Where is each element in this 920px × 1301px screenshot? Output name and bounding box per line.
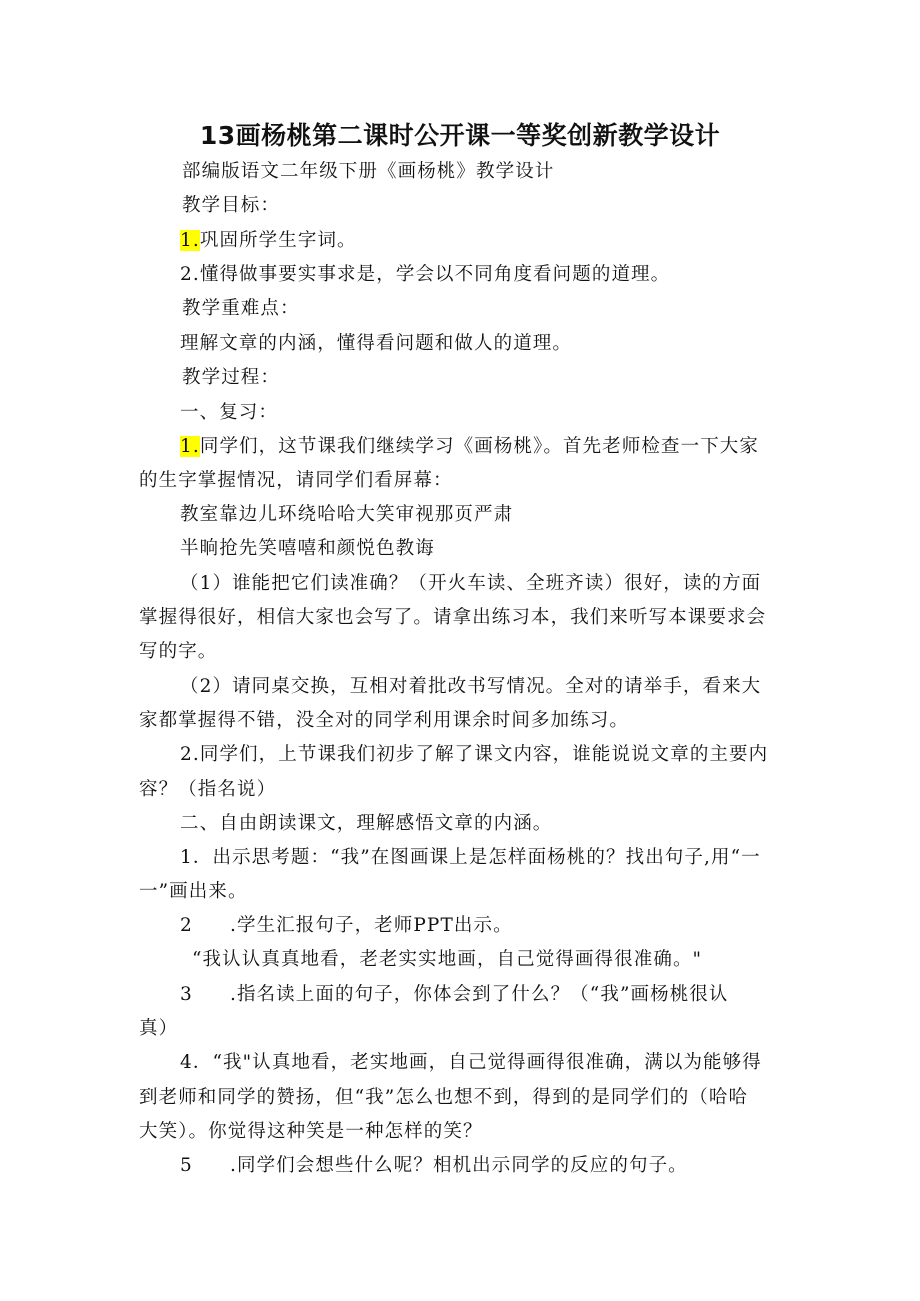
point-2-number: 2 <box>180 915 193 936</box>
step-1-line-3: 写的字。 <box>139 641 218 662</box>
point-3-text: .指名读上面的句子，你体会到了什么？（“我”画杨桃很认 <box>230 984 729 1005</box>
section-1-heading: 一、复习： <box>180 402 279 423</box>
point-4-line-3: 大笑）。你觉得这种笑是一种怎样的笑？ <box>139 1121 483 1142</box>
goal-1 <box>180 229 357 253</box>
goal-1-text: 巩固所学生字词。 <box>199 230 357 251</box>
review-1-line-1 <box>180 435 759 459</box>
goal-2: 2.懂得做事要实事求是，学会以不同角度看问题的道理。 <box>180 264 671 285</box>
point-4-line-1: 4．“我"认真地看，老实地画，自己觉得画得很准确，满以为能够得 <box>180 1052 762 1073</box>
subtitle: 部编版语文二年级下册《画杨桃》教学设计 <box>182 161 555 182</box>
review-2-line-2: 容？（指名说） <box>139 779 277 800</box>
review-1-line-2: 的生字掌握情况，请同学们看屏幕： <box>139 470 453 491</box>
point-1-line-1: 1．出示思考题：“我”在图画课上是怎样面杨桃的？找出句子,用“一 <box>180 847 761 868</box>
point-3-number: 3 <box>180 984 193 1005</box>
point-2-text: .学生汇报句子，老师PPT出示。 <box>230 915 513 936</box>
goals-heading: 教学目标： <box>182 195 281 216</box>
highlighted-number: 1. <box>180 230 200 251</box>
point-4-line-2: 到老师和同学的赞扬，但“我”怎么也想不到，得到的是同学们的（哈哈 <box>139 1087 749 1108</box>
key-text: 理解文章的内涵，懂得看问题和做人的道理。 <box>180 333 573 354</box>
step-2-line-1: （2）请同桌交换，互相对着批改书写情况。全对的请举手，看来大 <box>180 676 762 697</box>
point-5-text: .同学们会想些什么呢？相机出示同学的反应的句子。 <box>230 1155 688 1176</box>
quoted-sentence: “我认认真真地看，老老实实地画，自己觉得画得很准确。" <box>192 949 703 970</box>
process-heading: 教学过程： <box>182 367 281 388</box>
review-1-text: 同学们，这节课我们继续学习《画杨桃》。首先老师检查一下大家 <box>199 436 760 457</box>
section-2-heading: 二、自由朗读课文，理解感悟文章的内涵。 <box>180 813 553 834</box>
words-line-1: 教室靠边儿环绕哈哈大笑审视那页严肃 <box>180 504 514 525</box>
review-2-line-1: 2.同学们，上节课我们初步了解了课文内容，谁能说说文章的主要内 <box>180 744 769 765</box>
point-3-line-2: 真） <box>139 1018 179 1039</box>
point-5-number: 5 <box>180 1155 193 1176</box>
key-heading: 教学重难点： <box>182 298 300 319</box>
words-line-2: 半晌抢先笑嘻嘻和颜悦色教诲 <box>180 538 435 559</box>
step-1-line-1: （1）谁能把它们读准确？（开火车读、全班齐读）很好，读的方面 <box>180 573 762 594</box>
document-title: 13画杨桃第二课时公开课一等奖创新教学设计 <box>199 121 721 150</box>
highlighted-number: 1. <box>180 436 200 457</box>
step-1-line-2: 掌握得很好，相信大家也会写了。请拿出练习本，我们来听写本课要求会 <box>139 607 767 628</box>
point-1-line-2: 一”画出来。 <box>139 881 248 902</box>
step-2-line-2: 家都掌握得不错，没全对的同学利用课余时间多加练习。 <box>139 710 630 731</box>
